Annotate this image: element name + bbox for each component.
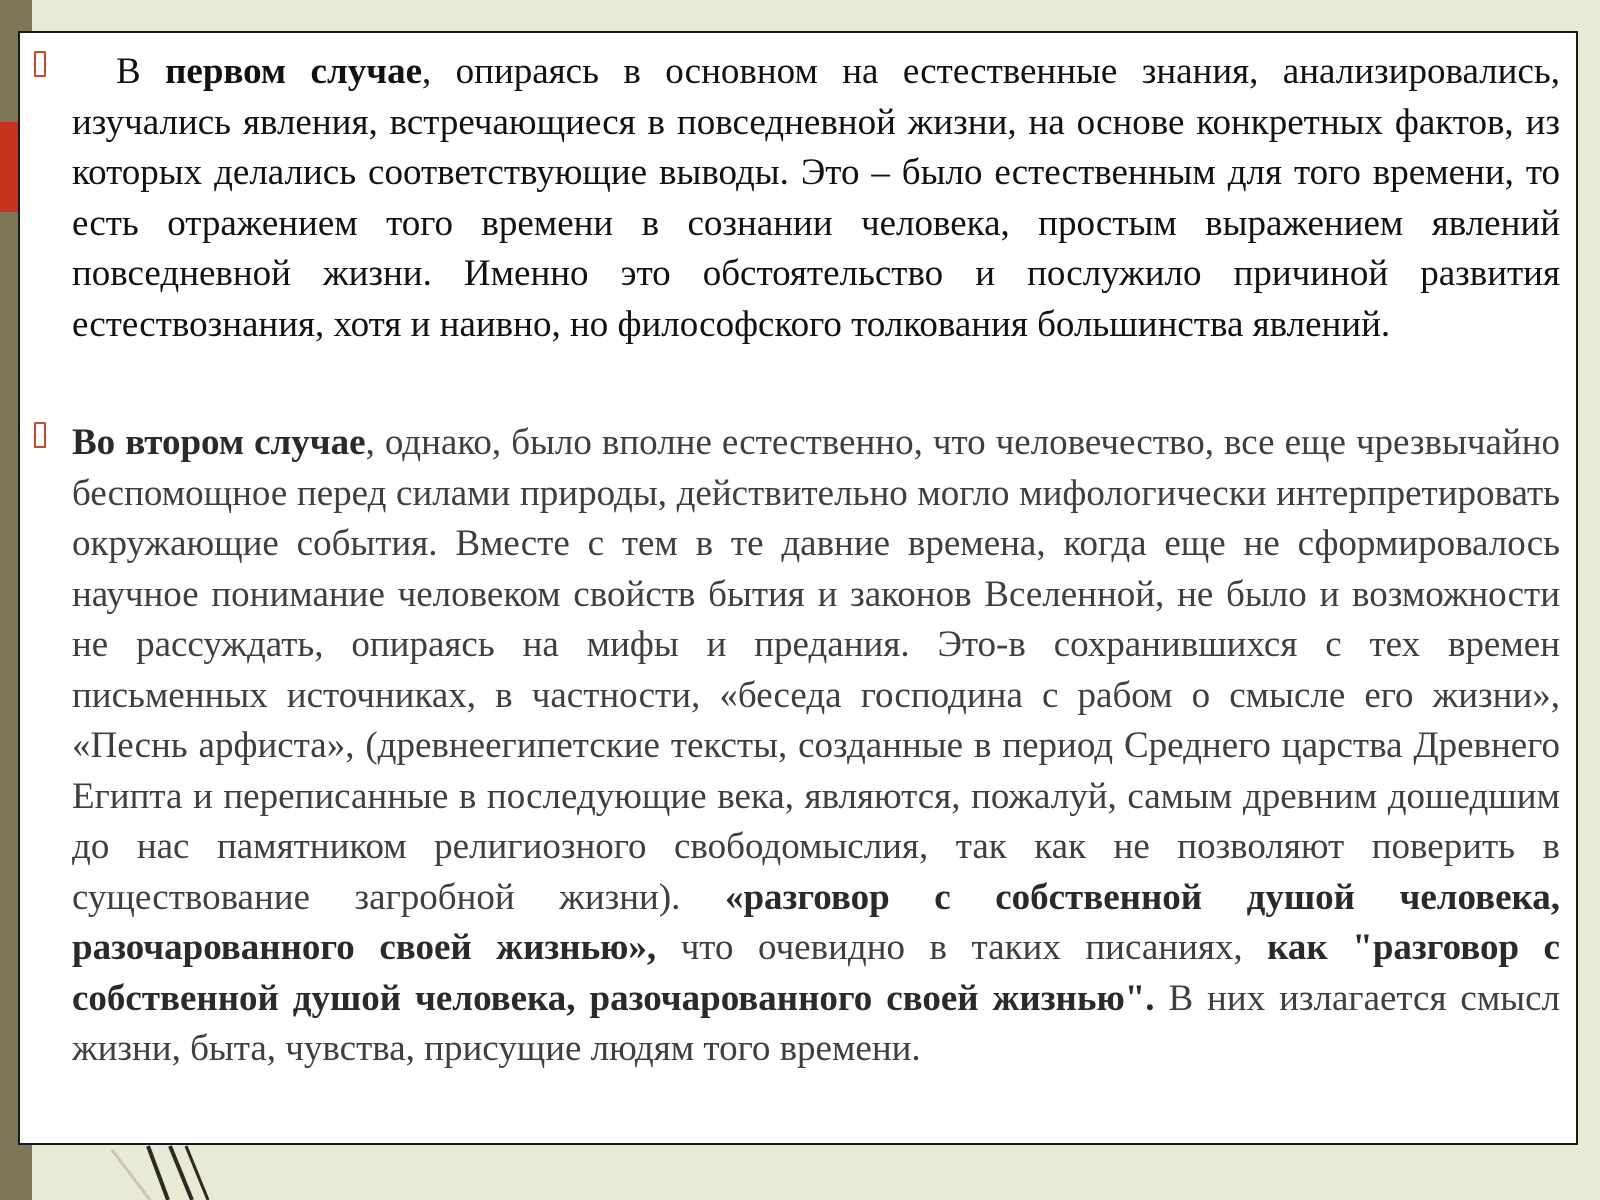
text-segment-bold: Во втором случае: [72, 422, 366, 463]
text-segment-bold: как "разговор с собственной душой человека, разочарованного своей жизнью".: [72, 927, 1560, 1019]
text-segment: В: [116, 51, 166, 92]
text-segment-bold: первом случае: [165, 51, 422, 92]
slide-content-box: [18, 31, 1578, 1145]
text-segment: В них излагается смысл жизни, быта, чувства, присущие людям того времени.: [72, 977, 1560, 1069]
paragraph-first-case: [72, 47, 1560, 350]
text-segment-bold: «разговор с собственной душой человека, разочарованного своей жизнью»,: [72, 876, 1560, 968]
text-segment: , опираясь в основном на естественные знания, анализировались, изучались явления, встречающиеся в повседневной жизни, на основе конкретных фактов, из которых делались соответствующие выводы. Это – было естественным для того времени, то есть отражением того времени в сознании человека, простым выражением явлений повседневной жизни. Именно это обстоятельство и послужило причиной развития естествознания, хотя и наивно, но философского толкования большинства явлений.: [72, 51, 1560, 345]
bullet-icon: [34, 422, 46, 448]
bullet-icon: [34, 51, 46, 77]
text-segment: , однако, было вполне естественно, что человечество, все еще чрезвычайно беспомощное перед силами природы, действительно могло мифологически интерпретировать окружающие события. Вместе с тем в те давние времена, когда еще не сформировалось научное понимание человеком свойств бытия и законов Вселенной, не было и возможности не рассуждать, опираясь на мифы и предания. Это-в сохранившихся с тех времен письменных источниках, в частности, «беседа господина с рабом о смысле его жизни», «Песнь арфиста», (древнеегипетские тексты, созданные в период Среднего царства Древнего Египта и переписанные в последующие века, являются, пожалуй, самым древним дошедшим до нас памятником религиозного свободомыслия, так как не позволяют поверить в существование загробной жизни).: [72, 422, 1560, 918]
paragraph-second-case: [72, 418, 1560, 1075]
text-segment: что очевидно в таких писаниях,: [656, 927, 1268, 968]
